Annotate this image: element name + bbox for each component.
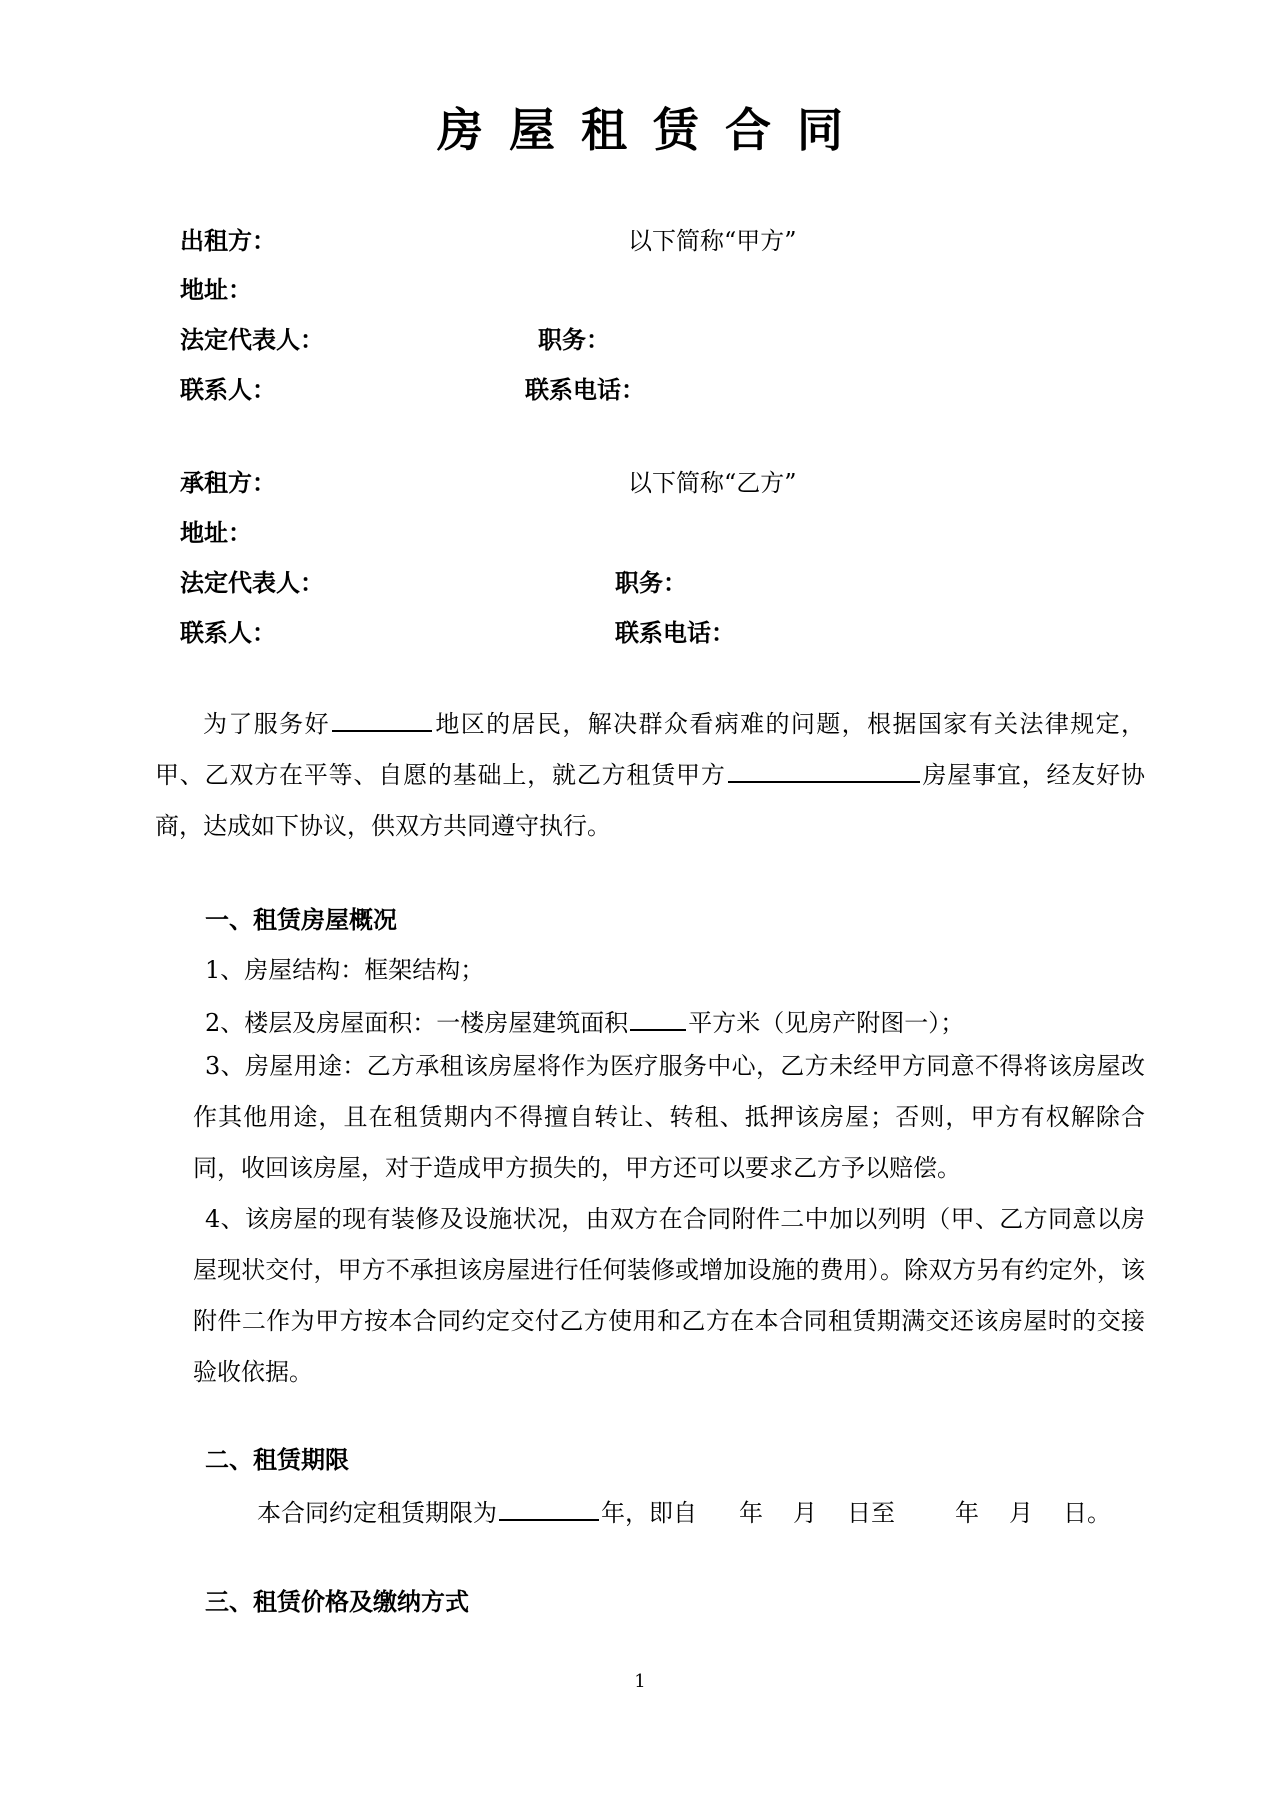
lessee-contact-label: 联系人：: [180, 618, 276, 647]
lessee-position-label: 职务：: [615, 568, 687, 597]
lessor-phone-label: 联系电话：: [525, 375, 645, 404]
term-years-blank: [499, 1495, 599, 1521]
page-number: 1: [634, 1671, 646, 1692]
preamble-text-1: 为了服务好: [203, 710, 330, 738]
end-month-label: 月: [1009, 1499, 1033, 1527]
lessee-address-label: 地址：: [180, 518, 252, 547]
document-title: 房屋租赁合同: [437, 103, 869, 157]
preamble-paragraph: [155, 699, 1145, 852]
section1-item3: 3、房屋用途：乙方承租该房屋将作为医疗服务中心，乙方未经甲方同意不得将该房屋改作其他用途，且在租赁期内不得擅自转让、转租、抵押该房屋；否则，甲方有权解除合同，收回该房屋，对于造成甲方损失的，甲方还可以要求乙方予以赔偿。: [193, 1052, 1145, 1182]
lessor-contact-label: 联系人：: [180, 375, 276, 404]
lessor-legal-rep-label: 法定代表人：: [180, 325, 324, 354]
start-year-label: 年: [739, 1499, 763, 1527]
lessor-address-label: 地址：: [180, 275, 252, 304]
lessor-alias: 以下简称“甲方”: [628, 227, 797, 255]
lessor-position-label: 职务：: [538, 325, 610, 354]
section2-text-a: 本合同约定租赁期限为: [257, 1499, 497, 1527]
section2-heading: 二、租赁期限: [205, 1445, 349, 1474]
start-month-label: 月: [793, 1499, 817, 1527]
end-day-label: 日。: [1063, 1499, 1111, 1527]
preamble-text-3: 房屋事宜，经友好协商，达成如下协议，供双方共同遵守执行。: [155, 761, 1145, 840]
section1-item4: 4、该房屋的现有装修及设施状况，由双方在合同附件二中加以列明（甲、乙方同意以房屋现状交付，甲方不承担该房屋进行任何装修或增加设施的费用）。除双方另有约定外，该附件二作为甲方按本合同约定交付乙方使用和乙方在本合同租赁期满交还该房屋时的交接验收依据。: [193, 1205, 1145, 1386]
section1-item1: 1、房屋结构：框架结构；: [205, 956, 485, 984]
section1-item2-text-a: 2、楼层及房屋面积：一楼房屋建筑面积: [205, 1009, 629, 1037]
property-blank: [728, 757, 920, 783]
start-day-label: 日至: [847, 1499, 895, 1527]
section2-text-b: 年，即自: [601, 1499, 697, 1527]
section3-heading: 三、租赁价格及缴纳方式: [205, 1587, 469, 1616]
area-blank: [630, 1005, 686, 1031]
section1-item2-text-b: 平方米（见房产附图一）；: [688, 1009, 965, 1037]
region-blank: [332, 706, 432, 732]
preamble-text-2: 地区的居民，解决群众看病难的问题，根据国家有关法律规定，甲、乙双方在平等、自愿的基础上，就乙方租赁甲方: [155, 710, 1146, 789]
section1-heading: 一、租赁房屋概况: [205, 905, 397, 934]
section1-item2: [205, 1005, 964, 1038]
lessee-alias: 以下简称“乙方”: [628, 469, 797, 497]
lessee-label: 承租方：: [180, 468, 276, 497]
lessee-legal-rep-label: 法定代表人：: [180, 568, 324, 597]
end-year-label: 年: [955, 1499, 979, 1527]
lessor-label: 出租方：: [180, 226, 276, 255]
lessee-phone-label: 联系电话：: [615, 618, 735, 647]
section2-term-line: [257, 1495, 1111, 1528]
